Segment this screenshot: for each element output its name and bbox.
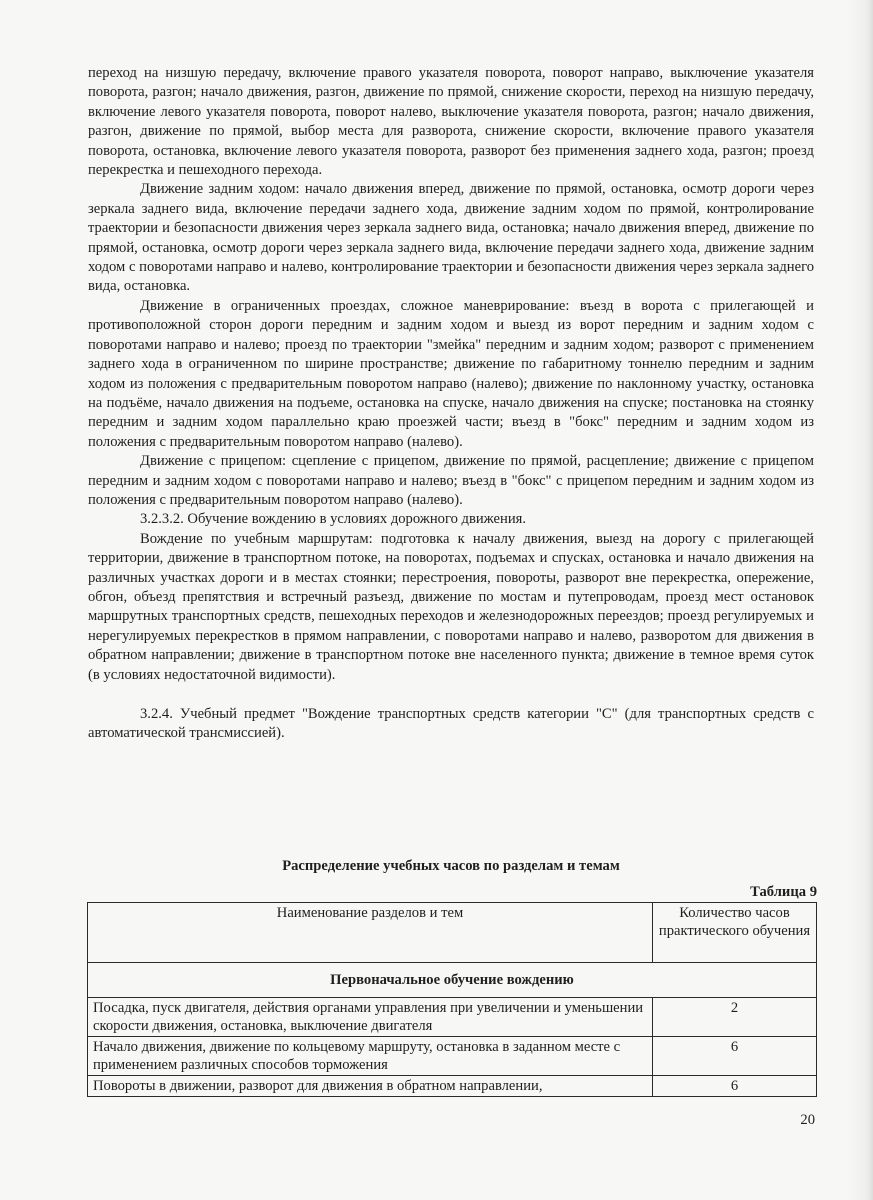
table-section-row	[88, 963, 817, 998]
header-hours-cell: Количество часов практического обучения	[653, 903, 817, 963]
paragraph-training-routes: Вождение по учебным маршрутам: подготовка к началу движения, выезд на дорогу с прилегающей территории, движение в транспортном потоке, на поворотах, подъемах и спусках, остановка и начало движения на различных участках дороги и в местах стоянки; перестроения, повороты, разворот вне перекрестка, опережение, обгон, объезд препятствия и встречный разъезд, движение по мостам и путепроводам, проезд мест остановок маршрутных транспортных средств, пешеходных переходов и железнодорожных переездов; проезд регулируемых и нерегулируемых перекрестков в прямом направлении, с поворотами направо и налево, разворотом для движения в обратном направлении; движение в транспортном потоке вне населенного пункта; движение в темное время суток (в условиях недостаточной видимости).	[88, 530, 814, 683]
table-row	[88, 1037, 817, 1076]
page-number: 20	[800, 1112, 815, 1128]
paragraph-section-3-2-3-2: 3.2.3.2. Обучение вождению в условиях дорожного движения.	[140, 511, 527, 528]
paragraph-reverse-driving: Движение задним ходом: начало движения вперед, движение по прямой, остановка, осмотр дороги через зеркала заднего вида, включение передачи заднего хода, движение задним ходом по прямой, контролирование траектории и безопасности движения через зеркала заднего вида, остановка; начало движения вперед, движение по прямой, остановка, осмотр дороги через зеркала заднего вида, включение передачи заднего хода, движение задним ходом с поворотами направо и налево, контролирование траектории и безопасности движения через зеркала заднего вида, остановка.	[88, 181, 814, 295]
table-heading: Распределение учебных часов по разделам и темам	[282, 858, 620, 874]
section-title-cell: Первоначальное обучение вождению	[88, 963, 817, 998]
topic-hours-cell: 6	[653, 1037, 817, 1076]
paragraph-limited-passages: Движение в ограниченных проездах, сложное маневрирование: въезд в ворота с прилегающей и противоположной сторон дороги передним и задним ходом и выезд из ворот передним и задним ходом с поворотами направо и налево; проезд по траектории "змейка" передним и задним ходом; разворот с применением заднего хода в ограниченном по ширине пространстве; движение по габаритному тоннелю передним и задним ходом из положения с предварительным поворотом направо (налево); движение по наклонному участку, остановка на подъёме, начало движения на подъеме, остановка на спуске, начало движения на спуске; постановка на стоянку передним и задним ходом параллельно краю проезжей части; въезд в "бокс" передним и задним ходом из положения с предварительным поворотом направо (налево).	[88, 297, 814, 450]
scan-shadow	[847, 0, 873, 1200]
hours-table	[87, 902, 817, 1097]
topic-name-cell: Посадка, пуск двигателя, действия органами управления при увеличении и уменьшении скорости движения, остановка, выключение двигателя	[88, 998, 653, 1037]
table-row	[88, 1076, 817, 1097]
table-row	[88, 998, 817, 1037]
paragraph-trailer: Движение с прицепом: сцепление с прицепом, движение по прямой, расцепление; движение с прицепом передним и задним ходом с поворотами направо и налево; въезд в "бокс" с прицепом передним и задним ходом из положения с предварительным поворотом направо (налево).	[88, 453, 814, 508]
table-number-label: Таблица 9	[750, 884, 817, 900]
table-header-row	[88, 903, 817, 963]
topic-name-cell: Начало движения, движение по кольцевому маршруту, остановка в заданном месте с применением различных способов торможения	[88, 1037, 653, 1076]
paragraph-section-3-2-4: 3.2.4. Учебный предмет "Вождение транспортных средств категории "C" (для транспортных средств с автоматической трансмиссией).	[88, 706, 814, 742]
topic-hours-cell: 2	[653, 998, 817, 1037]
topic-hours-cell: 6	[653, 1076, 817, 1097]
topic-name-cell: Повороты в движении, разворот для движения в обратном направлении,	[88, 1076, 653, 1097]
paragraph-gap	[88, 685, 814, 705]
header-name-cell: Наименование разделов и тем	[88, 903, 653, 963]
paragraph-continuation: переход на низшую передачу, включение правого указателя поворота, поворот направо, выключение указателя поворота, разгон; начало движения, разгон, движение по прямой, снижение скорости, переход на низшую передачу, включение левого указателя поворота, поворот налево, выключение указателя поворота, разгон; начало движения, разгон, движение по прямой, выбор места для разворота, снижение скорости, включение правого указателя поворота, остановка, включение левого указателя поворота, разворот без применения заднего хода, разгон; проезд перекрестка и пешеходного перехода.	[88, 65, 814, 179]
body-text	[88, 64, 814, 744]
